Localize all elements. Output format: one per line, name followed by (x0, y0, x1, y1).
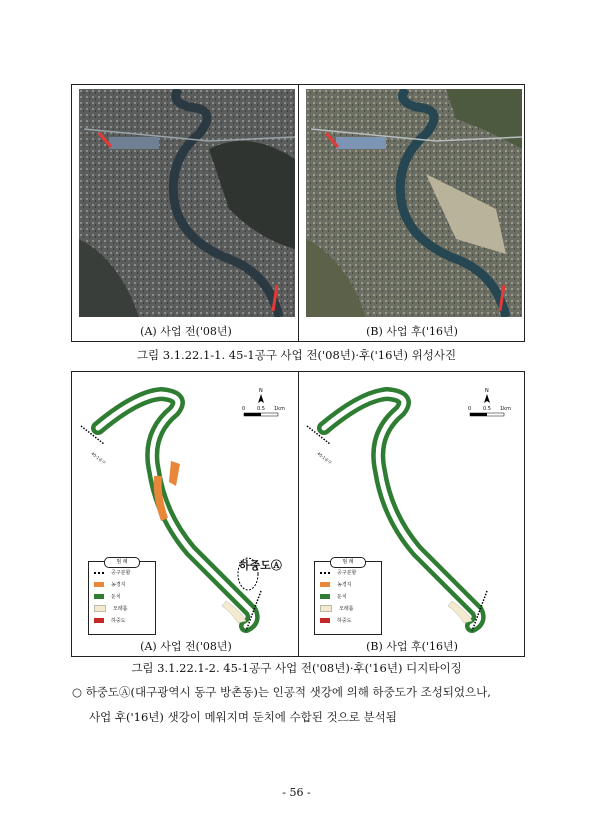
page-number: - 56 - (282, 786, 311, 799)
figure-satellite-frame (71, 84, 525, 342)
legend-item: 모래톱 (94, 605, 128, 613)
scale-tick-end: 1km (500, 406, 511, 412)
caption-after: (B) 사업 후('16년) (366, 640, 458, 653)
paragraph-line-2: 사업 후('16년) 샛강이 메워지며 둔치에 수합된 것으로 분석됨 (89, 710, 397, 724)
figure-divider (298, 372, 299, 656)
figure1-title: 그림 3.1.22.1-1. 45-1공구 사업 전('08년)·후('16년) 위성사진 (136, 348, 457, 362)
legend-item: 농경지 (94, 581, 126, 589)
digitizing-map-after (302, 376, 520, 638)
island-label: 하중도Ⓐ (239, 559, 282, 572)
satellite-image-before (79, 89, 295, 317)
legend-title: 범 례 (104, 557, 140, 568)
scale-tick-mid: 0.5 (483, 406, 491, 412)
legend-item: 공구분할 (320, 569, 356, 577)
legend-item: 모래톱 (320, 605, 354, 613)
figure-digitizing-frame (71, 371, 525, 657)
map-legend (88, 561, 156, 635)
north-label: N (485, 388, 489, 394)
scale-tick-0: 0 (468, 406, 472, 412)
scale-tick-end: 1km (274, 406, 285, 412)
digitizing-map-before (76, 376, 294, 638)
legend-item: 하중도 (320, 617, 352, 625)
map-legend (314, 561, 382, 635)
scale-tick-mid: 0.5 (257, 406, 265, 412)
caption-before: (A) 사업 전('08년) (140, 640, 232, 653)
legend-item: 하중도 (94, 617, 126, 625)
legend-title: 범 례 (330, 557, 366, 568)
caption-before: (A) 사업 전('08년) (140, 325, 232, 338)
paragraph-line-1: ○ 하중도Ⓐ(대구광역시 동구 방촌동)는 인공적 샛강에 의해 하중도가 조성되었으나, (72, 685, 491, 699)
figure2-title: 그림 3.1.22.1-2. 45-1공구 사업 전('08년)·후('16년) 디지타이징 (131, 661, 462, 675)
caption-after: (B) 사업 후('16년) (366, 325, 458, 338)
figure-divider (298, 85, 299, 341)
north-label: N (259, 388, 263, 394)
legend-item: 농경지 (320, 581, 352, 589)
scale-tick-0: 0 (242, 406, 246, 412)
legend-item: 둔치 (94, 593, 121, 601)
legend-item: 공구분할 (94, 569, 130, 577)
analysis-paragraph (72, 680, 532, 730)
svg-text:45-1공구: 45-1공구 (90, 450, 107, 466)
svg-text:45-1공구: 45-1공구 (316, 450, 333, 466)
satellite-image-after (306, 89, 522, 317)
legend-item: 둔치 (320, 593, 347, 601)
